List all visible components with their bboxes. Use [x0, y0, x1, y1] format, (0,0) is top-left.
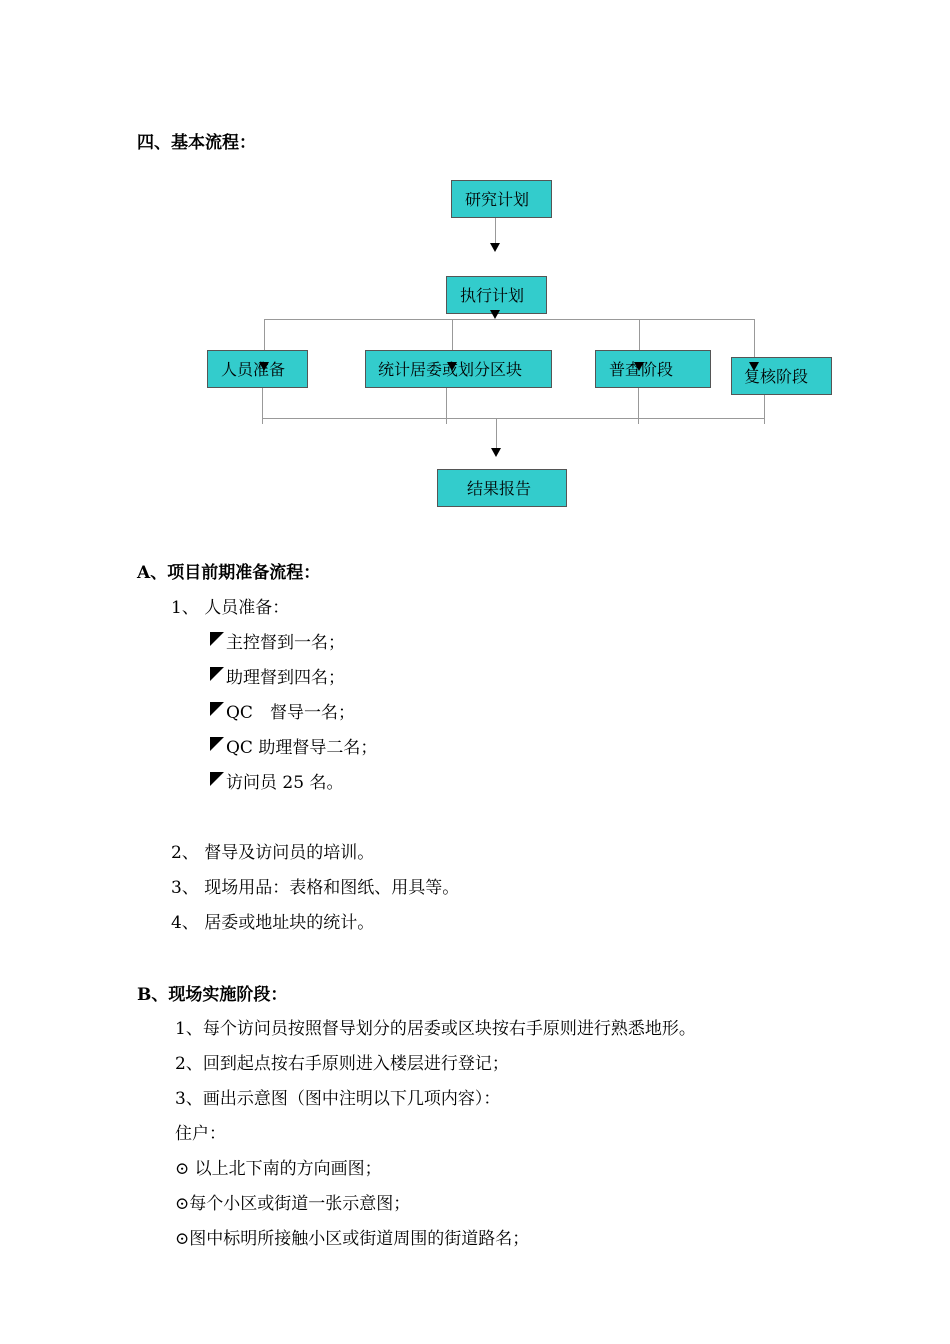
- staff-text: 访问员 25 名。: [226, 773, 344, 793]
- arrow-down-icon: [259, 362, 269, 371]
- flow-label: 复核阶段: [744, 367, 809, 386]
- staff-item: [210, 733, 377, 758]
- triangle-bullet-icon: [210, 772, 224, 786]
- arrow-down-icon: [490, 243, 500, 252]
- flow-box-result-report: [437, 469, 567, 507]
- flow-label: 统计居委或划分区块: [378, 360, 523, 379]
- section-title-field: B、现场实施阶段：: [137, 985, 288, 1005]
- list-item: 1、每个访问员按照督导划分的居委或区块按右手原则进行熟悉地形。: [175, 1019, 696, 1039]
- flow-label: 研究计划: [465, 190, 530, 209]
- connector: [264, 319, 755, 320]
- flow-box-survey-stage: [595, 350, 711, 388]
- list-item: ⊙图中标明所接触小区或街道周围的街道路名；: [175, 1229, 530, 1249]
- triangle-bullet-icon: [210, 667, 224, 681]
- triangle-bullet-icon: [210, 632, 224, 646]
- flow-label: 人员准备: [221, 360, 286, 379]
- flow-box-staff-prep: [207, 350, 308, 388]
- list-item: ⊙每个小区或街道一张示意图；: [175, 1194, 411, 1214]
- staff-text: 助理督到四名；: [226, 668, 345, 688]
- flow-label: 普查阶段: [609, 360, 674, 379]
- list-item: 4、 居委或地址块的统计。: [171, 913, 375, 933]
- flow-label: 执行计划: [460, 286, 525, 305]
- arrow-down-icon: [491, 448, 501, 457]
- list-item: 住户：: [175, 1124, 226, 1144]
- list-item: 2、 督导及访问员的培训。: [171, 843, 375, 863]
- flow-box-review-stage: [731, 357, 832, 395]
- flow-label: 结果报告: [467, 479, 532, 498]
- list-item: 3、画出示意图（图中注明以下几项内容）：: [175, 1089, 501, 1109]
- staff-item: [210, 663, 345, 688]
- list-item: ⊙ 以上北下南的方向画图；: [175, 1159, 382, 1179]
- arrow-down-icon: [749, 362, 759, 371]
- section-title-basic-flow: 四、基本流程：: [137, 133, 256, 153]
- arrow-down-icon: [447, 362, 457, 371]
- staff-item: [210, 768, 343, 793]
- connector: [262, 418, 765, 419]
- arrow-down-icon: [634, 362, 644, 371]
- flow-box-research-plan: [451, 180, 552, 218]
- staff-item: [210, 698, 355, 723]
- arrow-down-icon: [490, 310, 500, 319]
- staff-item: [210, 628, 345, 653]
- list-item: 1、 人员准备：: [171, 598, 290, 618]
- connector: [764, 395, 765, 424]
- list-item: 3、 现场用品：表格和图纸、用具等。: [171, 878, 460, 898]
- staff-text: QC 助理督导二名；: [226, 738, 378, 758]
- list-item: 2、回到起点按右手原则进入楼层进行登记；: [175, 1054, 509, 1074]
- connector: [754, 319, 755, 361]
- flow-box-execute-plan: [446, 276, 547, 314]
- connector: [496, 418, 497, 450]
- section-title-prep: A、项目前期准备流程：: [137, 563, 321, 583]
- staff-text: 主控督到一名；: [226, 633, 345, 653]
- flow-box-stat-blocks: [365, 350, 552, 388]
- triangle-bullet-icon: [210, 737, 224, 751]
- staff-text: QC 督导一名；: [226, 703, 355, 723]
- triangle-bullet-icon: [210, 702, 224, 716]
